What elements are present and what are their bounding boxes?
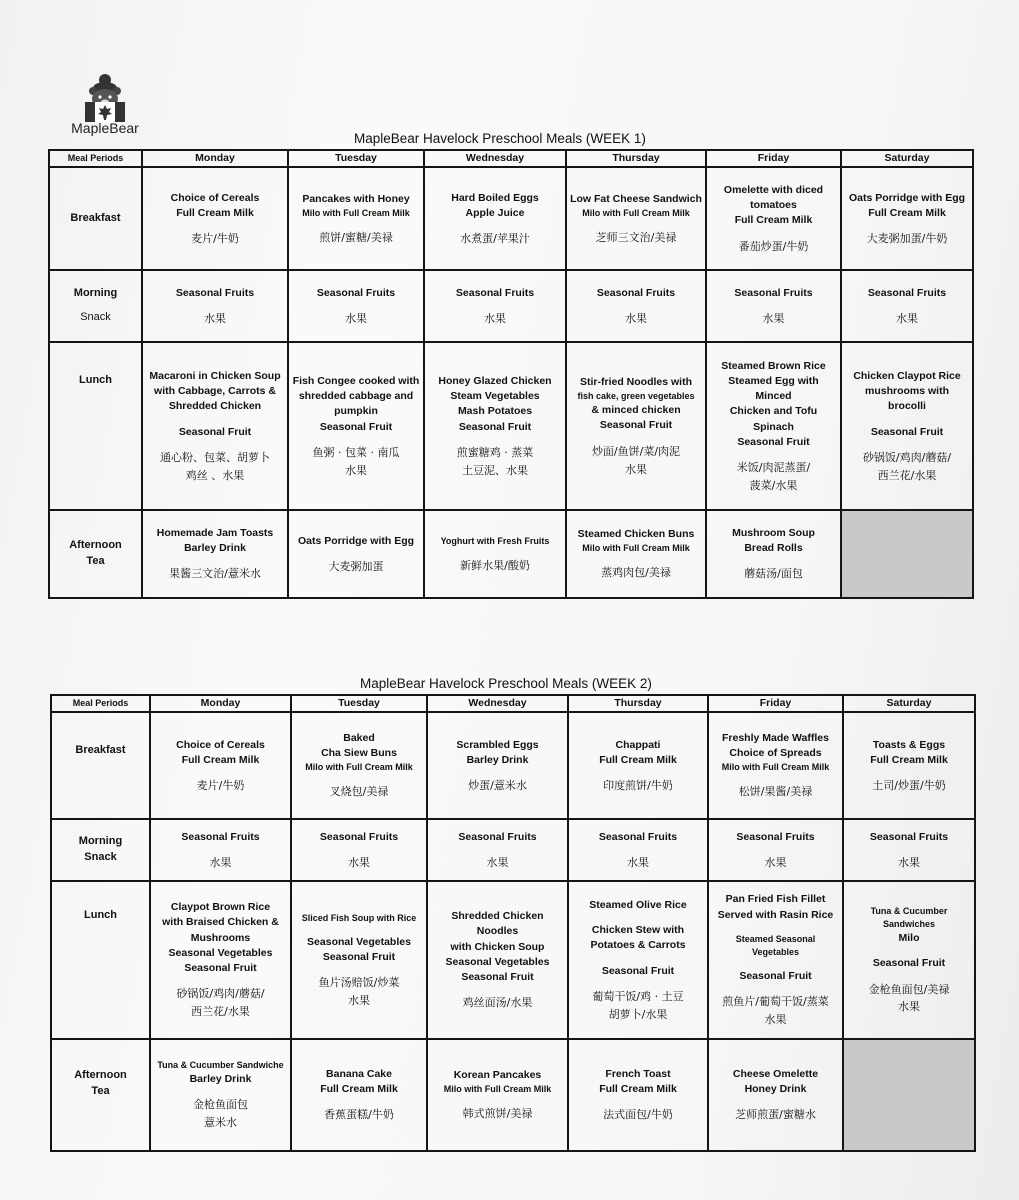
meal-cn-line: 土豆泥、水果 [462, 463, 528, 477]
spacer [845, 415, 969, 425]
spacer [572, 913, 704, 923]
meal-en-line: Seasonal Fruit [737, 435, 810, 448]
meal-cell-lunch-tuesday [288, 342, 424, 510]
meal-en-line: Chicken Stew with [591, 924, 685, 937]
spacer [295, 925, 423, 935]
meal-en-line: Choice of Cereals [176, 738, 265, 751]
meal-en-line: Milo with Full Cream Milk [582, 543, 690, 554]
meal-cell-lunch-wednesday [424, 342, 566, 510]
meal-en-line: Barley Drink [466, 753, 529, 766]
meal-cell-tea-wednesday [427, 1039, 568, 1151]
meal-cn-line: 炒面/鱼饼/菜/肉泥 [591, 444, 681, 458]
meal-en-line: Apple Juice [465, 206, 525, 219]
meal-en-line: Seasonal Fruit [870, 425, 944, 438]
meal-cell-tea-friday [708, 1039, 843, 1151]
meal-cn-line: 水果 [484, 311, 506, 325]
period-lunch: Lunch [51, 881, 150, 1039]
header-wednesday: Wednesday [427, 695, 568, 712]
meal-en-line: Milo with Full Cream Milk [443, 1084, 552, 1095]
meal-en-line: Scrambled Eggs [456, 738, 539, 751]
meal-en-line: with Braised Chicken & [162, 916, 279, 929]
week2-meal-table [50, 694, 976, 1152]
meal-en-line: Full Cream Milk [870, 753, 948, 766]
meal-cn-line: 香蕉蛋糕/牛奶 [324, 1108, 394, 1122]
period-breakfast: Breakfast [49, 167, 142, 270]
spacer [146, 415, 284, 425]
meal-cell-breakfast-monday [150, 712, 291, 819]
meal-cell-lunch-friday [708, 881, 843, 1039]
meal-en-line: Steamed Brown Rice [721, 359, 826, 372]
meal-cell-tea-tuesday [291, 1039, 427, 1151]
meal-cell-breakfast-saturday [841, 167, 973, 270]
empty-shaded-cell [841, 510, 973, 598]
header-monday: Monday [150, 695, 291, 712]
week1-title: MapleBear Havelock Preschool Meals (WEEK 1) [354, 131, 646, 146]
meal-cell-breakfast-monday [142, 167, 288, 270]
meal-cn-line: 水果 [898, 855, 920, 869]
meal-cell-tea-monday [150, 1039, 291, 1151]
meal-cn-line: 水果 [762, 311, 785, 325]
meal-en-line: mushrooms with brocolli [864, 385, 949, 413]
meal-cn-line: 水果 [764, 1013, 787, 1027]
meal-cn-line: 西兰花/水果 [191, 1005, 250, 1019]
meal-cn-line: 印度煎饼/牛奶 [603, 778, 673, 792]
week2-breakfast-row [51, 712, 975, 819]
spacer [847, 946, 971, 956]
meal-cell-lunch-friday [706, 342, 841, 510]
meal-en-line: Baked [343, 732, 375, 744]
meal-en-line: Seasonal Fruit [601, 964, 675, 977]
meal-en-line: with Cabbage, Carrots & [154, 385, 276, 398]
meal-cell-morning-friday [706, 270, 841, 342]
meal-en-line: Seasonal Fruit [458, 420, 532, 433]
meal-cell-breakfast-wednesday [424, 167, 566, 270]
meal-en-line: Fish Congee cooked with [292, 374, 420, 387]
meal-cell-tea-friday [706, 510, 841, 598]
meal-en-line: Shredded Chicken Noodles [451, 910, 544, 938]
spacer [712, 923, 839, 933]
meal-en-line: Choice of Spreads [729, 747, 822, 760]
meal-cn-line: 鱼片汤赔饭/炒菜 [318, 976, 400, 990]
meal-en-line: Cheese Omelette [732, 1068, 819, 1081]
meal-en-line: Seasonal Fruits [316, 286, 396, 299]
meal-cell-morning-monday [142, 270, 288, 342]
meal-cn-line: 水果 [348, 855, 370, 869]
meal-en-line: Banana Cake [326, 1068, 392, 1081]
meal-en-line: Seasonal Fruit [461, 971, 534, 984]
meal-cell-morning-thursday [566, 270, 706, 342]
meal-en-line: Steamed Egg with Minced [728, 374, 819, 403]
meal-en-line: Honey Glazed Chicken [438, 374, 552, 387]
meal-cn-line: 水果 [209, 855, 232, 869]
meal-cn-line: 鸡丝 、水果 [185, 468, 245, 482]
meal-en-line: Barley Drink [189, 1073, 252, 1086]
week1-morning-row [49, 270, 973, 342]
meal-en-line: Shredded Chicken [168, 400, 262, 413]
header-saturday: Saturday [841, 150, 973, 167]
meal-cn-line: 芝师煎蛋/蜜糖水 [735, 1108, 816, 1122]
meal-cell-lunch-saturday [843, 881, 975, 1039]
meal-cell-breakfast-thursday [566, 167, 706, 270]
meal-cn-line: 水果 [625, 462, 647, 476]
meal-cell-breakfast-tuesday [291, 712, 427, 819]
meal-en-line: Steamed Chicken Buns [577, 528, 695, 541]
header-saturday: Saturday [843, 695, 975, 712]
meal-cn-line: 水果 [345, 463, 367, 477]
period-snack: Snack [84, 851, 117, 864]
meal-en-line: Seasonal Fruit [322, 950, 396, 963]
meal-cn-line: 水果 [204, 311, 226, 325]
meal-en-line: Pan Fried Fish Fillet [725, 893, 826, 906]
meal-cell-morning-friday [708, 819, 843, 881]
period-afternoon-tea [49, 510, 142, 598]
meal-cn-line: 叉烧包/美禄 [329, 785, 389, 799]
meal-cn-line: 韩式煎饼/美禄 [462, 1107, 533, 1121]
empty-shaded-cell [843, 1039, 975, 1151]
meal-en-line: Milo with Full Cream Milk [305, 762, 413, 773]
week1-header-row [49, 150, 973, 167]
meal-en-line: Barley Drink [184, 542, 246, 555]
meal-en-line: Milo with Full Cream Milk [582, 207, 690, 218]
meal-en-line: Milo with Full Cream Milk [302, 207, 410, 218]
meal-en-line: Seasonal Fruits [598, 830, 678, 843]
meal-en-line: Seasonal Vegetables [307, 935, 411, 948]
meal-en-line: Steamed Seasonal Vegetables [735, 933, 816, 957]
meal-cn-line: 麦片/牛奶 [196, 778, 245, 792]
meal-cell-breakfast-thursday [568, 712, 708, 819]
meal-en-line: Full Cream Milk [320, 1083, 398, 1096]
meal-cn-line: 法式面包/牛奶 [603, 1108, 673, 1122]
meal-cn-line: 通心粉、包菜、胡萝卜 [160, 450, 270, 464]
meal-en-line: Seasonal Fruits [458, 830, 537, 843]
meal-en-line: Honey Drink [744, 1083, 807, 1096]
meal-en-line: pumpkin [334, 405, 378, 418]
meal-cn-line: 新鲜水果/酸奶 [460, 558, 530, 572]
meal-cell-lunch-thursday [566, 342, 706, 510]
period-morning-snack [51, 819, 150, 881]
meal-cn-line: 胡萝卜/水果 [608, 1007, 668, 1021]
meal-en-line: Full Cream Milk [599, 753, 677, 766]
meal-cell-morning-tuesday [288, 270, 424, 342]
bear-icon [73, 72, 137, 122]
week1-breakfast-row [49, 167, 973, 270]
meal-en-line: Seasonal Fruit [599, 419, 673, 432]
period-tea: Tea [86, 555, 105, 568]
meal-cn-line: 蒸鸡肉包/美禄 [601, 566, 671, 580]
meal-cn-line: 金枪鱼面包/美禄 [868, 982, 950, 996]
meal-en-line: Potatoes & Carrots [590, 939, 686, 952]
meal-cn-line: 水果 [625, 311, 647, 325]
meal-en-line: Homemade Jam Toasts [156, 527, 274, 540]
meal-en-line: Seasonal Fruits [869, 830, 949, 843]
meal-cn-line: 砂锅饭/鸡肉/蘑菇/ [862, 450, 952, 464]
header-thursday: Thursday [568, 695, 708, 712]
meal-en-line: Mushrooms [190, 931, 251, 944]
meal-cn-line: 土司/炒蛋/牛奶 [872, 778, 946, 792]
week2-header-row [51, 695, 975, 712]
meal-cn-line: 金枪鱼面包 [193, 1098, 248, 1112]
meal-cell-tea-wednesday [424, 510, 566, 598]
meal-en-line: Seasonal Vegetables [168, 946, 273, 959]
meal-cn-line: 煎蜜糖鸡 · 蒸菜 [456, 445, 534, 459]
meal-cn-line: 水果 [345, 311, 367, 325]
period-morning: Morning [78, 835, 123, 848]
meal-cell-morning-saturday [841, 270, 973, 342]
meal-en-line: Mushroom Soup [732, 527, 815, 540]
meal-cell-breakfast-saturday [843, 712, 975, 819]
meal-en-line: fish cake, green vegetables [577, 391, 695, 402]
week2-tea-row [51, 1039, 975, 1151]
meal-en-line: Full Cream Milk [181, 753, 260, 766]
week1-lunch-row [49, 342, 973, 510]
meal-en-line: Milo with Full Cream Milk [721, 762, 830, 773]
meal-en-line: Seasonal Fruits [734, 286, 813, 299]
meal-en-line: Seasonal Fruit [319, 420, 393, 433]
meal-cn-line: 菠菜/水果 [749, 478, 798, 492]
meal-en-line: Chappati [615, 738, 661, 751]
meal-cell-lunch-monday [150, 881, 291, 1039]
meal-cn-line: 麦片/牛奶 [191, 231, 239, 245]
meal-en-line: Oats Porridge with Egg [848, 191, 966, 204]
meal-cn-line: 水果 [627, 855, 649, 869]
meal-en-line: Seasonal Fruits [867, 286, 947, 299]
meal-cell-tea-thursday [568, 1039, 708, 1151]
header-friday: Friday [706, 150, 841, 167]
period-morning: Morning [73, 287, 118, 300]
meal-cn-line: 薏米水 [204, 1116, 237, 1130]
week2-title: MapleBear Havelock Preschool Meals (WEEK 2) [360, 676, 652, 691]
meal-cn-line: 西兰花/水果 [877, 468, 937, 482]
week1-meal-table [48, 149, 974, 599]
meal-en-line: Omelette with diced [723, 183, 824, 196]
meal-cn-line: 鱼粥 · 包菜 · 南瓜 [312, 445, 400, 459]
meal-cell-lunch-monday [142, 342, 288, 510]
meal-en-line: Chicken Claypot Rice [853, 369, 961, 382]
meal-cn-line: 煎饼/蜜糖/美禄 [319, 230, 393, 244]
meal-en-line: Hard Boiled Eggs [451, 191, 539, 204]
meal-cn-line: 松饼/果酱/美禄 [738, 785, 813, 799]
period-tea: Tea [91, 1085, 110, 1098]
meal-en-line: French Toast [605, 1068, 671, 1081]
meal-cn-line: 水果 [898, 1000, 920, 1014]
meal-cn-line: 水果 [486, 855, 509, 869]
meal-cn-line: 水果 [348, 993, 370, 1007]
meal-en-line: Seasonal Fruits [319, 830, 399, 843]
header-tuesday: Tuesday [288, 150, 424, 167]
meal-cell-morning-tuesday [291, 819, 427, 881]
meal-en-line: Seasonal Fruit [178, 425, 252, 438]
meal-cell-lunch-saturday [841, 342, 973, 510]
header-meal-periods: Meal Periods [51, 695, 150, 712]
meal-en-line: with Chicken Soup [450, 940, 545, 953]
meal-en-line: Served with Rasin Rice [717, 908, 834, 921]
meal-en-line: Oats Porridge with Egg [297, 534, 415, 547]
meal-en-line: Seasonal Fruits [596, 286, 676, 299]
meal-en-line: Seasonal Fruit [739, 969, 812, 982]
meal-en-line: Full Cream Milk [599, 1083, 677, 1096]
meal-cell-lunch-thursday [568, 881, 708, 1039]
meal-en-line: Seasonal Fruit [184, 962, 257, 975]
meal-en-line: Yoghurt with Fresh Fruits [440, 535, 550, 546]
meal-en-line: Pancakes with Honey [302, 192, 410, 205]
meal-en-line: Macaroni in Chicken Soup [149, 369, 281, 382]
meal-en-line: Seasonal Fruits [736, 830, 815, 843]
meal-cell-tea-monday [142, 510, 288, 598]
header-monday: Monday [142, 150, 288, 167]
meal-en-line: Mash Potatoes [457, 405, 533, 418]
meal-cn-line: 鸡丝面汤/水果 [462, 996, 533, 1010]
meal-cn-line: 番茄炒蛋/牛奶 [738, 239, 809, 253]
meal-en-line: Milo [898, 932, 920, 945]
meal-cn-line: 水煮蛋/苹果汁 [460, 231, 530, 245]
period-afternoon-tea [51, 1039, 150, 1151]
meal-cell-breakfast-tuesday [288, 167, 424, 270]
header-friday: Friday [708, 695, 843, 712]
meal-en-line: Steam Vegetables [450, 390, 540, 403]
meal-en-line: Choice of Cereals [170, 191, 260, 204]
meal-cell-tea-thursday [566, 510, 706, 598]
period-afternoon: Afternoon [69, 539, 122, 552]
meal-cell-breakfast-friday [706, 167, 841, 270]
meal-en-line: & minced chicken [591, 404, 681, 417]
meal-en-line: Seasonal Fruit [872, 957, 946, 970]
week2-lunch-row [51, 881, 975, 1039]
period-morning-snack [49, 270, 142, 342]
meal-en-line: Steamed Olive Rice [589, 898, 687, 911]
meal-en-line: Tuna & Cucumber Sandwiches [870, 906, 948, 930]
header-wednesday: Wednesday [424, 150, 566, 167]
meal-en-line: Cha Siew Buns [321, 747, 397, 760]
meal-en-line: shredded cabbage and [298, 390, 414, 403]
meal-en-line: Full Cream Milk [734, 214, 813, 227]
meal-cn-line: 大麦粥加蛋/牛奶 [866, 231, 948, 245]
meal-cell-morning-thursday [568, 819, 708, 881]
header-tuesday: Tuesday [291, 695, 427, 712]
meal-cell-morning-wednesday [424, 270, 566, 342]
meal-en-line: Bread Rolls [744, 542, 803, 555]
meal-cn-line: 砂锅饭/鸡肉/蘑菇/ [176, 987, 265, 1001]
spacer [712, 959, 839, 969]
meal-en-line: Seasonal Fruits [455, 286, 535, 299]
meal-en-line: Korean Pancakes [453, 1069, 542, 1082]
meal-en-line: Low Fat Cheese Sandwich [570, 192, 702, 205]
meal-cell-breakfast-wednesday [427, 712, 568, 819]
header-thursday: Thursday [566, 150, 706, 167]
meal-en-line: Chicken and Tofu [729, 405, 818, 418]
meal-cell-lunch-wednesday [427, 881, 568, 1039]
meal-cell-morning-monday [150, 819, 291, 881]
period-lunch: Lunch [49, 342, 142, 510]
meal-cn-line: 蘑菇汤/面包 [744, 567, 803, 581]
week2-morning-row [51, 819, 975, 881]
meal-cn-line: 炒蛋/薏米水 [468, 778, 527, 792]
period-snack: Snack [80, 311, 111, 324]
meal-cell-morning-saturday [843, 819, 975, 881]
spacer [572, 954, 704, 964]
meal-en-line: Full Cream Milk [868, 206, 946, 219]
meal-cn-line: 水果 [764, 855, 787, 869]
meal-en-line: Freshly Made Waffles [722, 732, 829, 744]
maplebear-logo [60, 72, 150, 136]
meal-cell-lunch-tuesday [291, 881, 427, 1039]
period-breakfast: Breakfast [51, 712, 150, 819]
meal-en-line: Spinach [753, 420, 794, 433]
meal-cn-line: 水果 [896, 311, 918, 325]
meal-cn-line: 芝师三文治/美禄 [595, 230, 677, 244]
meal-cell-tea-tuesday [288, 510, 424, 598]
meal-cn-line: 米饭/肉泥蒸蛋/ [736, 460, 811, 474]
meal-en-line: Tuna & Cucumber Sandwiche [157, 1060, 284, 1071]
meal-en-line: Full Cream Milk [176, 206, 254, 219]
meal-cn-line: 葡萄干饭/鸡 · 土豆 [592, 989, 684, 1003]
meal-en-line: Seasonal Fruits [175, 286, 255, 299]
meal-cn-line: 大麦粥加蛋 [328, 559, 384, 573]
meal-en-line: Seasonal Fruits [181, 830, 260, 843]
period-afternoon: Afternoon [74, 1069, 127, 1082]
meal-en-line: tomatoes [750, 199, 797, 212]
meal-en-line: Claypot Brown Rice [170, 901, 271, 914]
week1-tea-row [49, 510, 973, 598]
logo-text: MapleBear [71, 120, 139, 136]
meal-cn-line: 煎鱼片/葡萄干饭/蒸菜 [722, 995, 829, 1009]
meal-cell-morning-wednesday [427, 819, 568, 881]
meal-cell-breakfast-friday [708, 712, 843, 819]
meal-en-line: Toasts & Eggs [872, 738, 946, 751]
meal-en-line: Stir-fried Noodles with [579, 375, 692, 388]
meal-en-line: Sliced Fish Soup with Rice [301, 912, 417, 923]
meal-cn-line: 果酱三文治/薏米水 [169, 567, 261, 581]
header-meal-periods: Meal Periods [49, 150, 142, 167]
meal-en-line: Seasonal Vegetables [445, 955, 550, 968]
